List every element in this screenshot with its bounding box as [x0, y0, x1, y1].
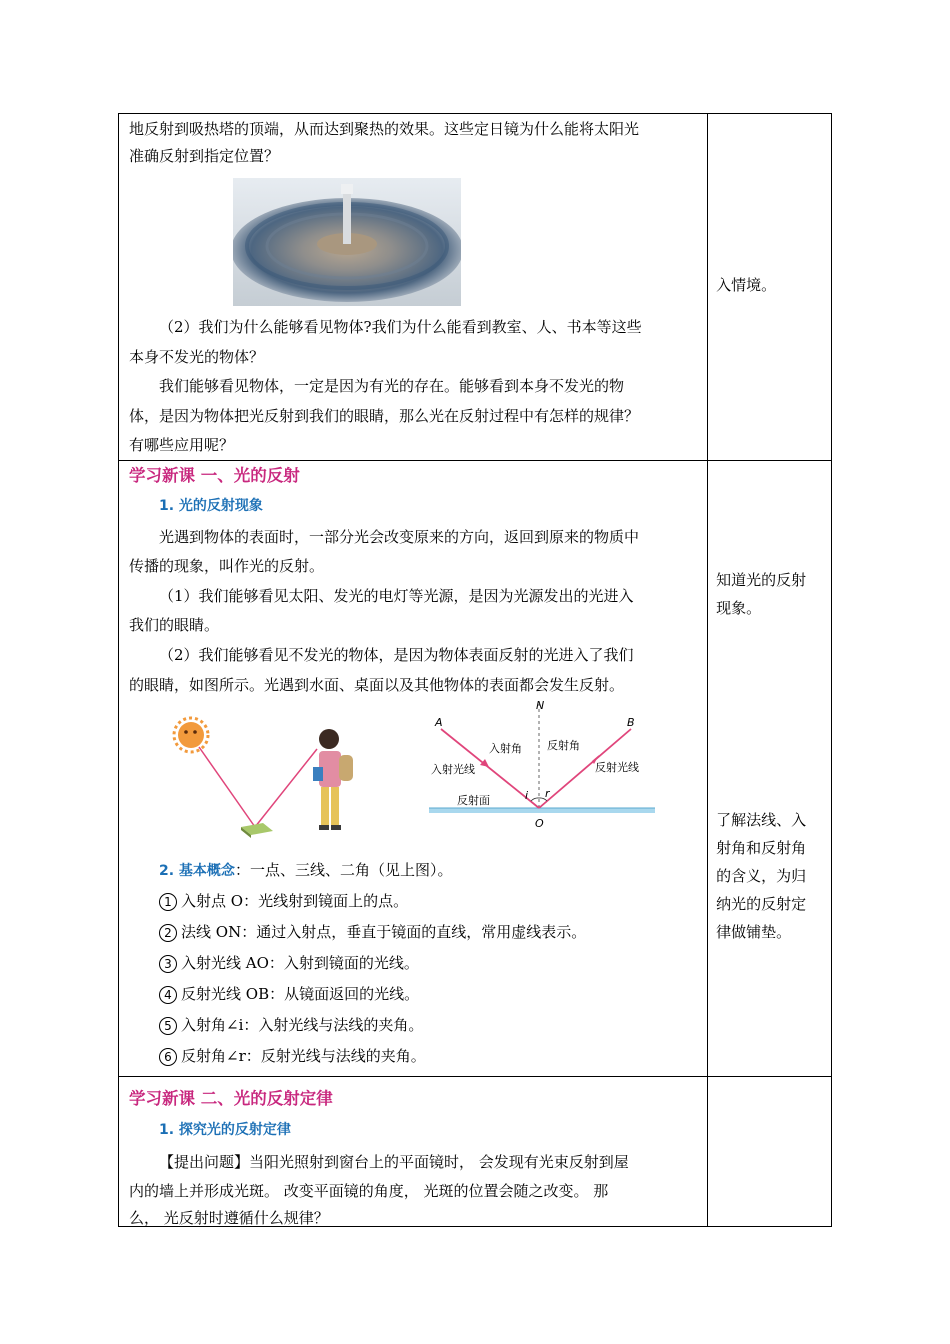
label-reflected-ray: 反射光线: [595, 761, 639, 774]
table-row: [119, 1077, 832, 1227]
number-badge: 3: [159, 955, 177, 973]
table-row: [119, 114, 832, 461]
solar-tower-photo: [233, 178, 461, 306]
label-N: N: [536, 699, 545, 712]
student-figure: [313, 729, 353, 830]
section-title: 学习新课 二、光的反射定律: [129, 1089, 333, 1108]
paragraph-line: 的眼睛，如图所示。光遇到水面、桌面以及其他物体的表面都会发生反射。: [129, 676, 625, 694]
list-item: 4 反射光线 OB：从镜面返回的光线。: [119, 979, 419, 1010]
content-cell: [119, 114, 708, 461]
section-title: 学习新课 一、光的反射: [129, 466, 300, 485]
side-note: 了解法线、入 射角和反射角 的含义，为归 纳光的反射定 律做铺垫。: [716, 811, 807, 941]
content-cell: [119, 1077, 708, 1227]
list-item: 1 入射点 O：光线射到镜面上的点。: [119, 886, 408, 917]
note-cell: [708, 1077, 832, 1227]
note-cell: [708, 114, 832, 461]
paragraph-line: 我们的眼睛。: [129, 616, 220, 634]
table-row: [119, 461, 832, 1077]
subsection-title: 2. 基本概念: [159, 863, 235, 879]
paragraph-line: 体，是因为物体把光反射到我们的眼睛，那么光在反射过程中有怎样的规律？: [129, 407, 640, 425]
number-badge: 6: [159, 1048, 177, 1066]
list-item: 6 反射角∠r：反射光线与法线的夹角。: [119, 1041, 426, 1072]
side-note: 入情境。: [716, 276, 777, 294]
subsection-title: 1. 探究光的反射定律: [159, 1122, 291, 1138]
paragraph-line: 传播的现象，叫作光的反射。: [129, 557, 325, 575]
label-incident-ray: 入射光线: [431, 763, 475, 776]
paragraph-line: 光遇到物体的表面时，一部分光会改变原来的方向，返回到原来的物质中: [159, 528, 640, 546]
label-A: A: [435, 716, 443, 729]
paragraph-line: 我们能够看见物体，一定是因为有光的存在。能够看到本身不发光的物: [159, 377, 625, 395]
label-r: r: [545, 787, 550, 800]
paragraph-line: 地反射到吸热塔的顶端，从而达到聚热的效果。这些定日镜为什么能将太阳光: [129, 120, 640, 138]
label-i: i: [525, 789, 529, 802]
concept-intro: 2. 基本概念：一点、三线、二角（见上图）。: [159, 861, 453, 879]
reflection-figure: [159, 699, 659, 849]
label-incident-angle: 入射角: [489, 742, 522, 755]
incident-ray-line: [199, 747, 255, 827]
lesson-table: [118, 113, 832, 1227]
content-cell: [119, 461, 708, 1077]
paragraph-line: （2）我们为什么能够看见物体?我们为什么能看到教室、人、书本等这些: [159, 318, 642, 336]
sun-icon: [174, 718, 208, 752]
side-note: 知道光的反射 现象。: [716, 571, 807, 617]
reflected-ray-line: [255, 749, 317, 827]
number-badge: 4: [159, 986, 177, 1004]
mirror-surface: [429, 808, 655, 813]
label-O: O: [535, 817, 544, 830]
number-badge: 1: [159, 893, 177, 911]
paragraph-line: （1）我们能够看见太阳、发光的电灯等光源，是因为光源发出的光进入: [159, 587, 634, 605]
note-cell: [708, 461, 832, 1077]
number-badge: 5: [159, 1017, 177, 1035]
paragraph-line: 么， 光反射时遵循什么规律？: [129, 1209, 329, 1227]
paragraph-line: （2）我们能够看见不发光的物体，是因为物体表面反射的光进入了我们: [159, 646, 634, 664]
list-item: 5 入射角∠i：入射光线与法线的夹角。: [119, 1010, 423, 1041]
paragraph-line: 准确反射到指定位置？: [129, 147, 280, 165]
label-B: B: [627, 716, 635, 729]
number-badge: 2: [159, 924, 177, 942]
paragraph-line: 有哪些应用呢？: [129, 436, 235, 454]
list-item: 3 入射光线 AO：入射到镜面的光线。: [119, 948, 419, 979]
label-reflect-angle: 反射角: [547, 739, 580, 752]
label-surface: 反射面: [457, 794, 490, 807]
list-item: 2 法线 ON：通过入射点，垂直于镜面的直线，常用虚线表示。: [119, 917, 586, 948]
book-icon: [241, 823, 273, 838]
subsection-title: 1. 光的反射现象: [159, 498, 263, 514]
paragraph-line: 【提出问题】当阳光照射到窗台上的平面镜时， 会发现有光束反射到屋: [159, 1153, 629, 1171]
paragraph-line: 内的墙上并形成光斑。 改变平面镜的角度， 光斑的位置会随之改变。 那: [129, 1182, 609, 1200]
paragraph-line: 本身不发光的物体？: [129, 348, 265, 366]
